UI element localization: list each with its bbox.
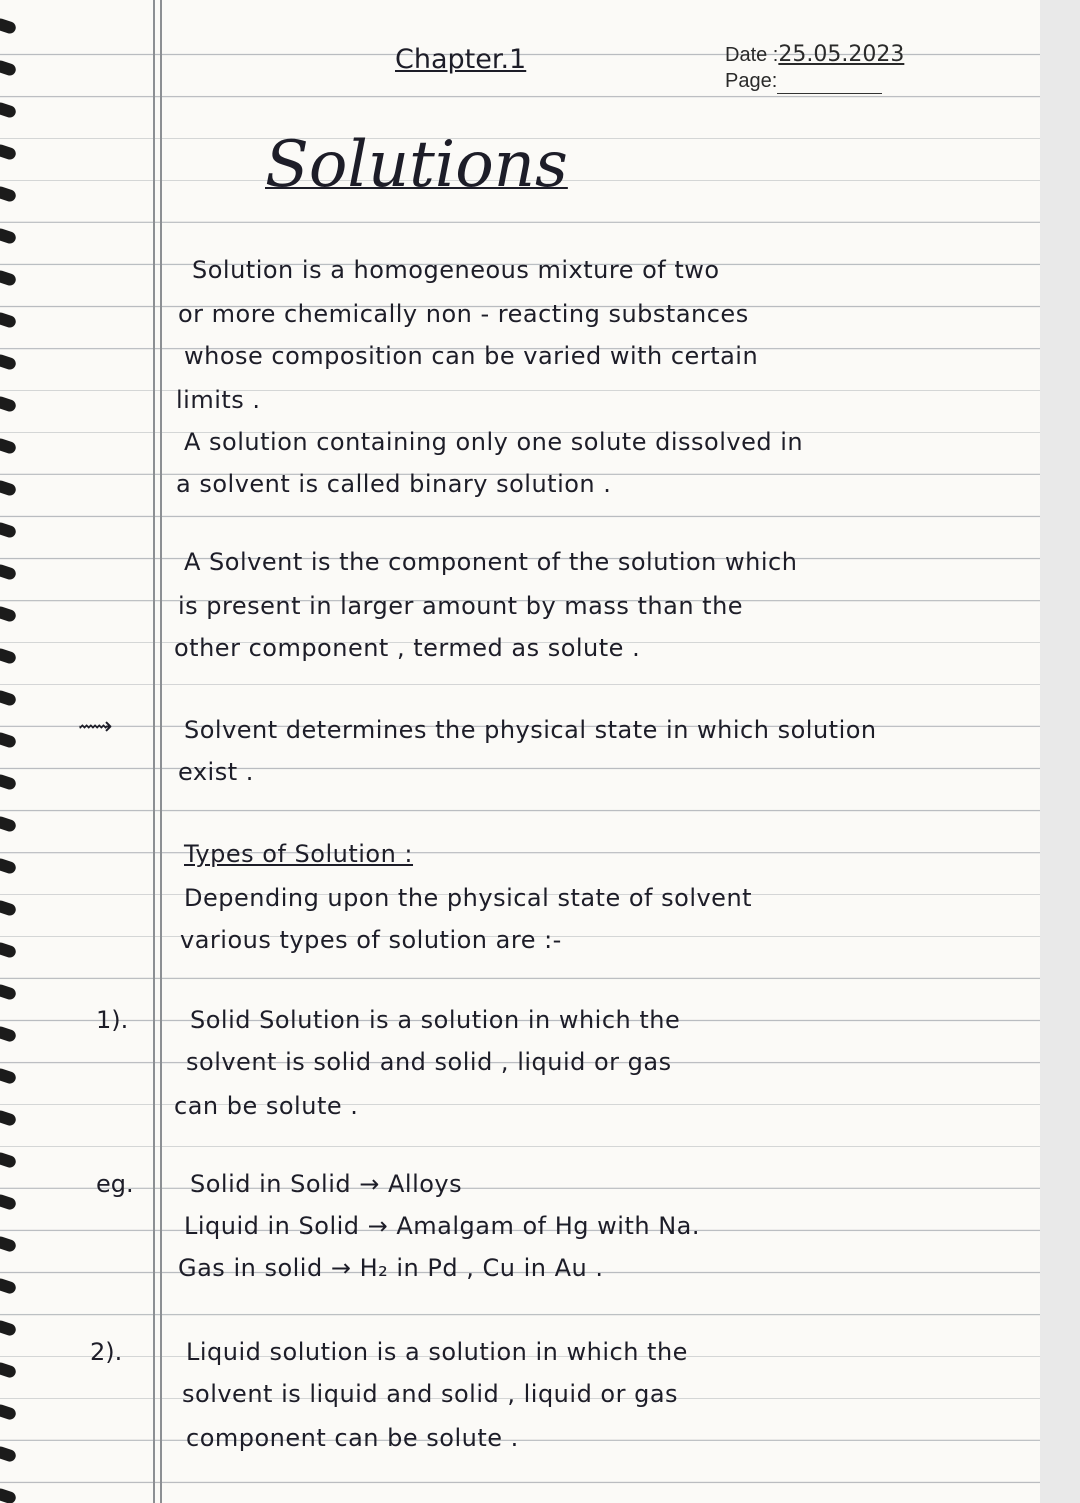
text-line: is present in larger amount by mass than the [178,592,744,620]
example-line: Solid in Solid → Alloys [190,1170,463,1198]
page-blank [777,77,882,94]
binding-hole [0,1193,17,1211]
binding-hole [0,1487,17,1503]
text-line: A solution containing only one solute dissolved in [184,428,804,456]
binding-hole [0,227,17,245]
binding-hole [0,773,17,791]
text-line: can be solute . [174,1092,359,1120]
example-line: Liquid in Solid → Amalgam of Hg with Na. [184,1212,701,1240]
margin-line [153,0,155,1503]
text-line: various types of solution are :- [180,926,562,954]
date-value: 25.05.2023 [778,42,905,67]
date-label: Date : [725,44,779,66]
binding-hole [0,395,17,413]
binding-hole [0,1403,17,1421]
binding-hole [0,1235,17,1253]
binding-hole [0,1277,17,1295]
binding-hole [0,1025,17,1043]
binding-holes [0,0,30,1503]
example-line: Gas in solid → H₂ in Pd , Cu in Au . [178,1254,604,1282]
eg-marker: eg. [96,1170,134,1198]
binding-hole [0,563,17,581]
margin-line [160,0,162,1503]
binding-hole [0,941,17,959]
page-edge [1040,0,1080,1503]
binding-hole [0,731,17,749]
binding-hole [0,353,17,371]
binding-hole [0,437,17,455]
binding-hole [0,857,17,875]
text-line: solvent is solid and solid , liquid or gas [186,1048,672,1076]
text-line: other component , termed as solute . [174,634,641,662]
binding-hole [0,1109,17,1127]
binding-hole [0,647,17,665]
text-line: exist . [178,758,254,786]
text-line: Solvent determines the physical state in which solution [184,716,877,744]
binding-hole [0,311,17,329]
binding-hole [0,1151,17,1169]
binding-hole [0,269,17,287]
section-heading: Types of Solution : [184,840,414,868]
text-line: Solution is a homogeneous mixture of two [192,256,720,284]
text-line: Depending upon the physical state of solvent [184,884,753,912]
binding-hole [0,521,17,539]
list-marker: 2). [90,1338,123,1366]
binding-hole [0,605,17,623]
text-line: or more chemically non - reacting substances [178,300,749,328]
binding-hole [0,983,17,1001]
list-marker: 1). [96,1006,129,1034]
binding-hole [0,185,17,203]
text-line: A Solvent is the component of the solution which [184,548,798,576]
binding-hole [0,59,17,77]
binding-hole [0,689,17,707]
binding-hole [0,1067,17,1085]
binding-hole [0,143,17,161]
binding-hole [0,1319,17,1337]
binding-hole [0,1361,17,1379]
binding-hole [0,1445,17,1463]
text-line: component can be solute . [186,1424,519,1452]
page-label: Page: [725,70,778,92]
text-line: Solid Solution is a solution in which the [190,1006,681,1034]
binding-hole [0,479,17,497]
binding-hole [0,17,17,35]
note-arrow-icon: ⟿ [78,712,113,740]
binding-hole [0,899,17,917]
text-line: whose composition can be varied with certain [184,342,759,370]
date-page-block [725,42,904,94]
text-line: solvent is liquid and solid , liquid or gas [182,1380,679,1408]
chapter-label: Chapter.1 [395,44,527,75]
binding-hole [0,815,17,833]
text-line: limits . [176,386,261,414]
binding-hole [0,101,17,119]
page-title: Solutions [265,128,568,202]
text-line: a solvent is called binary solution . [176,470,612,498]
text-line: Liquid solution is a solution in which the [186,1338,688,1366]
